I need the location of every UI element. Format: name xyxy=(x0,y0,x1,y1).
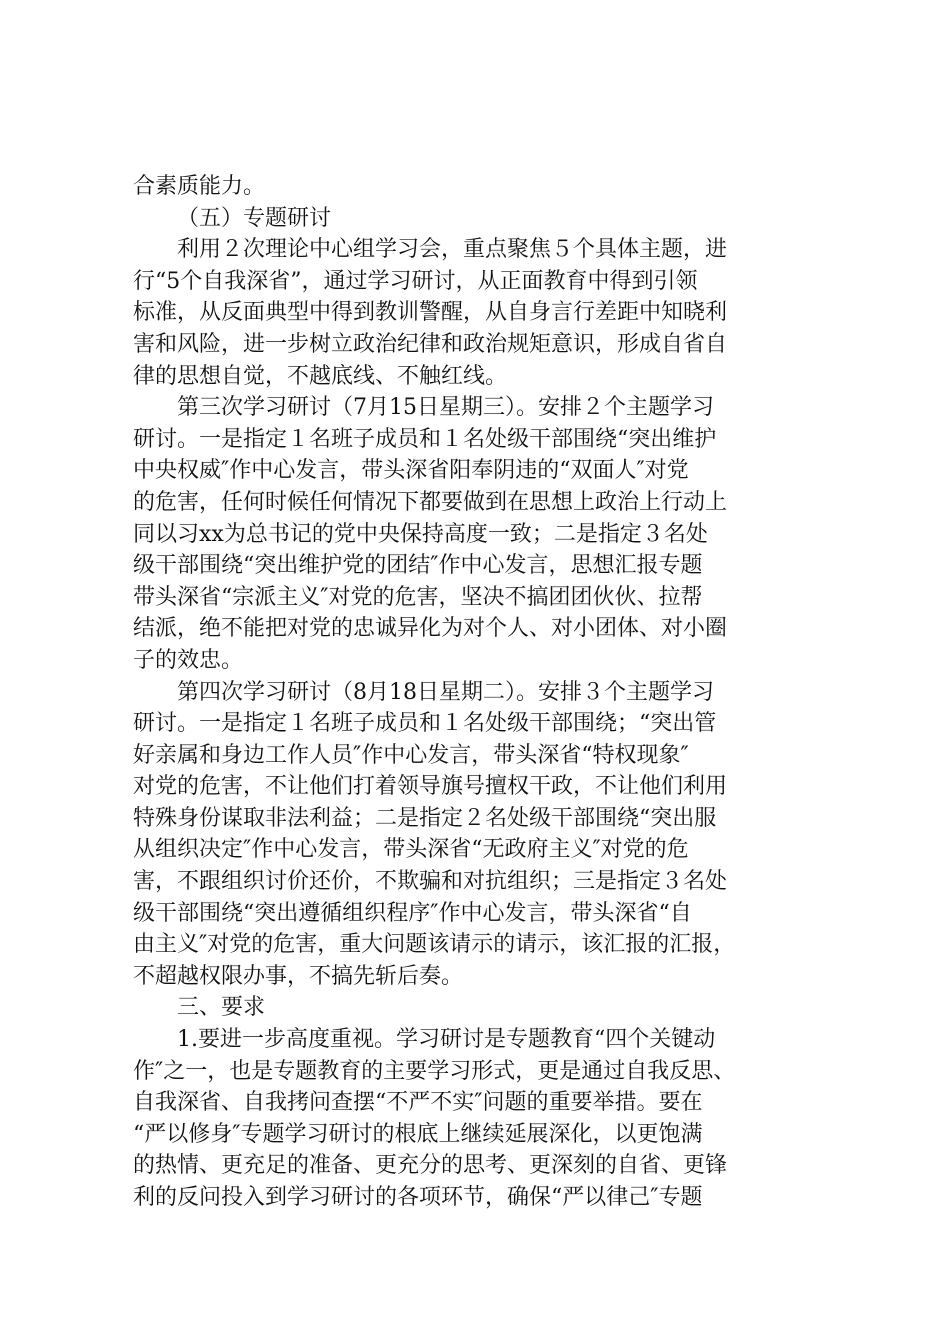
text-line: 从组织决定″作中心发言，带头深省“无政府主义″对党的危 xyxy=(133,837,689,863)
text-line: 1.要进一步高度重视。学习研讨是专题教育“四个关键动 xyxy=(177,1027,716,1053)
text-line: 结派，绝不能把对党的忠诚异化为对个人、对小团体、对小圈 xyxy=(133,616,728,642)
text-line: 律的思想自觉，不越底线、不触红线。 xyxy=(133,363,508,389)
text-line: 级干部围绕“突出遵循组织程序″作中心发言，带头深省“自 xyxy=(133,900,692,926)
text-line: 标准，从反面典型中得到教训警醒，从自身言行差距中知晓利 xyxy=(133,300,728,326)
text-line: 的热情、更充足的准备、更充分的思考、更深刻的自省、更锋 xyxy=(133,1153,728,1179)
text-line: 不超越权限办事，不搞先斩后奏。 xyxy=(133,963,464,989)
text-line: 子的效忠。 xyxy=(133,647,244,673)
text-line: 研讨。一是指定１名班子成员和１名处级干部围绕；“突出管 xyxy=(133,711,717,737)
text-line: “严以修身″专题学习研讨的根底上继续延展深化，以更饱满 xyxy=(133,1121,703,1147)
text-line: 害，不跟组织讨价还价，不欺骗和对抗组织；三是指定３名处 xyxy=(133,869,728,895)
text-line: 的危害，任何时候任何情况下都要做到在思想上政治上行动上 xyxy=(133,489,728,515)
text-line: 害和风险，进一步树立政治纪律和政治规矩意识，形成自省自 xyxy=(133,331,728,357)
text-line: 特殊身份谋取非法利益；二是指定２名处级干部围绕“突出服 xyxy=(133,805,717,831)
text-line: 对党的危害，不让他们打着领导旗号擅权干政，不让他们利用 xyxy=(133,774,728,800)
text-line: 三、要求 xyxy=(177,995,266,1021)
text-line: 同以习xx为总书记的党中央保持高度一致；二是指定３名处 xyxy=(133,521,708,547)
text-line: 自我深省、自我拷问查摆“不严不实″问题的重要举措。要在 xyxy=(133,1090,703,1116)
text-line: 由主义″对党的危害，重大问题该请示的请示，该汇报的汇报， xyxy=(133,932,736,958)
text-line: 级干部围绕“突出维护党的团结″作中心发言，思想汇报专题 xyxy=(133,553,703,579)
text-line: 利用２次理论中心组学习会，重点聚焦５个具体主题，进 xyxy=(177,237,728,263)
text-line: 合素质能力。 xyxy=(133,174,266,199)
text-line: 中央权威″作中心发言，带头深省阳奉阴违的“双面人″对党 xyxy=(133,458,689,484)
text-line: 带头深省“宗派主义″对党的危害，坚决不搞团团伙伙、拉帮 xyxy=(133,584,703,610)
text-line: 第三次学习研讨（7月15日星期三）。安排２个主题学习 xyxy=(177,395,714,421)
text-line: 第四次学习研讨（8月18日星期二）。安排３个主题学习 xyxy=(177,679,714,705)
document-body xyxy=(133,171,833,1214)
text-line: 研讨。一是指定１名班子成员和１名处级干部围绕“突出维护 xyxy=(133,426,717,452)
text-line: 作″之一，也是专题教育的主要学习形式，更是通过自我反思、 xyxy=(133,1058,736,1084)
text-line: 好亲属和身边工作人员″作中心发言，带头深省“特权现象″ xyxy=(133,742,689,768)
text-line: 利的反问投入到学习研讨的各项环节，确保“严以律己″专题 xyxy=(133,1185,703,1210)
text-line: （五）专题研讨 xyxy=(177,205,332,231)
text-line: 行“5个自我深省”，通过学习研讨，从正面教育中得到引领 xyxy=(133,268,698,294)
